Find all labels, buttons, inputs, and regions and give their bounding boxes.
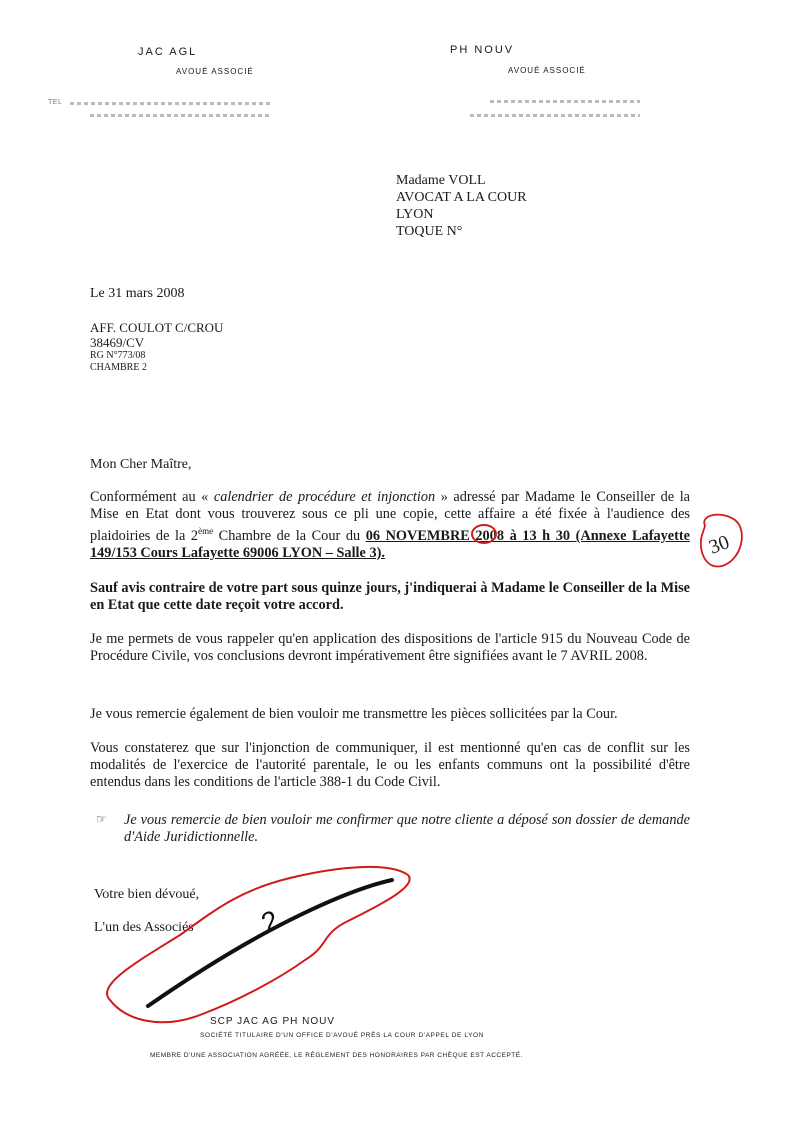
closing-signatory: L'un des Associés bbox=[94, 920, 194, 935]
header-contact-line-4 bbox=[470, 114, 640, 117]
header-left-name: JAC AGL bbox=[138, 46, 198, 58]
p1-text-b: » adressé par Madame le Conseiller de la Mise en Etat dont vous trouverez sous ce pli une copie, cette affaire a été fixée à l'audience des plaidoiries de la 2 bbox=[90, 489, 691, 544]
paragraph-documents: Je vous remercie également de bien vouloir me transmettre les pièces sollicitées par la Cour. bbox=[90, 706, 618, 722]
header-left-title: AVOUÉ ASSOCIÉ bbox=[176, 67, 254, 76]
recipient-title: AVOCAT A LA COUR bbox=[396, 190, 527, 205]
header-contact-line-1 bbox=[70, 102, 270, 105]
recipient-toque: TOQUE N° bbox=[396, 224, 463, 239]
margin-circle-annotation bbox=[701, 515, 742, 567]
paragraph-legal-aid: Je vous remercie de bien vouloir me confirmer que notre cliente a déposé son dossier de demande d'Aide Juridictionnelle. bbox=[124, 812, 690, 845]
pointing-hand-icon: ☞ bbox=[96, 812, 107, 826]
recipient-name: Madame VOLL bbox=[396, 173, 486, 188]
reference-chamber: CHAMBRE 2 bbox=[90, 362, 147, 373]
paragraph-injunction: Vous constaterez que sur l'injonction de communiquer, il est mentionné qu'en cas de conflit sur les modalités de l'exercice de l'autorité parentale, le ou les enfants communs ont la possibilité d'être entendus dans les conditions de l'article 388-1 du Code Civil. bbox=[90, 740, 690, 790]
recipient-city: LYON bbox=[396, 207, 434, 222]
footer-association-line: MEMBRE D'UNE ASSOCIATION AGRÉÉE, LE RÈGLEMENT DES HONORAIRES PAR CHÈQUE EST ACCEPTÉ. bbox=[150, 1052, 523, 1059]
header-right-name: PH NOUV bbox=[450, 44, 515, 56]
p1-text-italic: calendrier de procédure et injonction bbox=[213, 489, 436, 505]
paragraph-hearing-date bbox=[90, 489, 690, 562]
reference-block bbox=[90, 320, 223, 374]
header-contact-line-3 bbox=[490, 100, 640, 103]
paragraph-deadline: Je me permets de vous rappeler qu'en application des dispositions de l'article 915 du Nouveau Code de Procédure Civile, vos conclusions devront impérativement être signifiées avant le 7 AVRIL 2008. bbox=[90, 631, 690, 664]
header-right-title: AVOUÉ ASSOCIÉ bbox=[508, 66, 586, 75]
p1-text-a: Conformément au « bbox=[90, 489, 214, 505]
reference-rg: RG N°773/08 bbox=[90, 350, 146, 361]
closing-line: Votre bien dévoué, bbox=[94, 887, 200, 902]
p1-date-day: 06 bbox=[365, 527, 381, 544]
p1-hearing-details: NOVEMBRE 2008 à 13 h 30 (Annexe Lafayette 149/153 Cours Lafayette 69006 LYON – Salle 3). bbox=[90, 527, 690, 561]
signature-mark: 2 bbox=[256, 904, 284, 939]
paragraph-agreement: Sauf avis contraire de votre part sous quinze jours, j'indiquerai à Madame le Conseiller de la Mise en Etat que cette date reçoit votre accord. bbox=[90, 580, 690, 613]
reference-file: 38469/CV bbox=[90, 335, 145, 350]
salutation: Mon Cher Maître, bbox=[90, 457, 192, 472]
footer-office-line: SOCIÉTÉ TITULAIRE D'UN OFFICE D'AVOUÉ PRÈS LA COUR D'APPEL DE LYON bbox=[200, 1032, 484, 1039]
p1-text-c: Chambre de la Cour du bbox=[213, 527, 366, 544]
footer-firm-name: SCP JAC AG PH NOUV bbox=[210, 1016, 336, 1027]
p1-superscript: ème bbox=[198, 526, 214, 536]
header-tel-label: TEL bbox=[48, 99, 63, 106]
margin-mark: 30 bbox=[706, 531, 733, 559]
header-contact-line-2 bbox=[90, 114, 270, 117]
recipient-block bbox=[396, 172, 527, 240]
letter-date: Le 31 mars 2008 bbox=[90, 286, 185, 301]
reference-affair: AFF. COULOT C/CROU bbox=[90, 320, 224, 335]
